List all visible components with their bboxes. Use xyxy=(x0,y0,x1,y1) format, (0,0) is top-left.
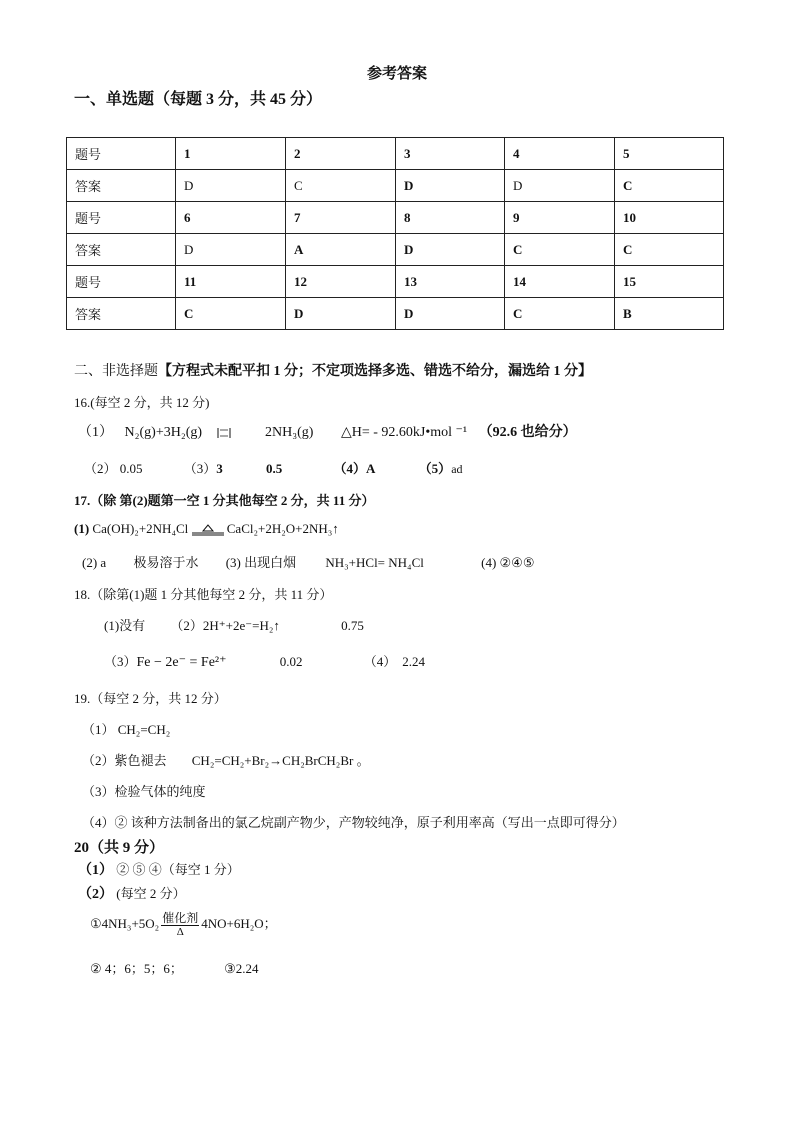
table-cell: 12 xyxy=(286,266,396,298)
table-cell: D xyxy=(286,298,396,330)
table-row xyxy=(67,138,724,170)
q16-line1-number: （1） xyxy=(78,425,113,440)
table-cell: 13 xyxy=(396,266,505,298)
table-row xyxy=(67,170,724,202)
q19-line2 xyxy=(82,750,370,769)
table-cell: D xyxy=(505,170,615,202)
q20-eq-products: 4NO+6H₂O； xyxy=(201,915,277,931)
table-cell: D xyxy=(396,170,505,202)
table-cell: 11 xyxy=(176,266,286,298)
q19-answer-2a: （2）紫色褪去 xyxy=(82,753,167,768)
q20-line1 xyxy=(78,859,240,879)
page-title: 参考答案 xyxy=(366,66,427,82)
q17-eq-reactants: Ca(OH)₂+2NH₄Cl xyxy=(92,521,189,536)
q16-heading: 16.(每空 2 分，共 12 分) xyxy=(74,395,210,410)
q19-answer-2b: CH₂=CH₂+Br₂→CH₂BrCH₂Br 。 xyxy=(191,753,370,768)
q18-answer-3b: 0.02 xyxy=(279,654,303,669)
q19-answer-4: （4）② 该种方法制备出的氯乙烷副产物少，产物较纯净，原子利用率高（写出一点即可得分） xyxy=(82,815,625,830)
table-cell: 15 xyxy=(615,266,724,298)
table-cell: 7 xyxy=(286,202,396,234)
table-cell: D xyxy=(176,234,286,266)
q16-answer-3-label: （3） xyxy=(183,461,217,476)
q20-eq-condition xyxy=(161,912,199,938)
q20-answer-2-note: (每空 2 分） xyxy=(116,886,186,901)
q16-note: （92.6 也给分） xyxy=(478,425,577,440)
table-cell: C xyxy=(505,298,615,330)
q20-eq-heat: Δ xyxy=(176,926,184,938)
q17-answer-4: (4) ②④⑤ xyxy=(481,555,535,570)
table-row xyxy=(67,298,724,330)
q17-equation xyxy=(74,521,339,537)
row-label: 答案 xyxy=(67,298,176,330)
q20-eq-catalyst: 催化剂 xyxy=(162,911,199,925)
q18-answer-4: 2.24 xyxy=(402,654,426,669)
q17-answer-3-eq: NH₃+HCl= NH₄Cl xyxy=(325,555,424,570)
table-cell: C xyxy=(176,298,286,330)
table-cell: 10 xyxy=(615,202,724,234)
q18-answer-3-eq: Fe − 2e⁻ = Fe²⁺ xyxy=(136,655,227,670)
reversible-arrow-icon xyxy=(216,426,232,440)
q16-answer-5-label: （5） xyxy=(418,461,452,476)
section1-heading: 一、单选题（每题 3 分，共 45 分） xyxy=(74,91,323,108)
q18-answer-2b: 0.75 xyxy=(341,618,364,633)
q17-heading xyxy=(74,490,374,509)
q17-line2 xyxy=(82,552,534,571)
q16-products: 2NH₃(g) xyxy=(265,425,314,440)
q20-equation xyxy=(90,912,277,938)
q20-answer-2b: ② 4；6；5；6； xyxy=(90,961,183,976)
table-row xyxy=(67,266,724,298)
table-row xyxy=(67,202,724,234)
q16-answer-5: ad xyxy=(451,462,463,476)
q17-heading-text: 17.（除 第(2)题第一空 1 分其他每空 2 分，共 11 分） xyxy=(74,493,375,508)
section2-heading-rule: 【方程式未配平扣 1 分；不定项选择多选、错选不给分，漏选给 1 分】 xyxy=(158,364,592,379)
q20-answer-2c: ③2.24 xyxy=(224,961,259,976)
q18-answer-3-label: （3） xyxy=(104,654,137,669)
q18-heading: 18.（除第(1)题 1 分其他每空 2 分，共 11 分） xyxy=(74,587,333,602)
section2-heading xyxy=(74,360,592,380)
q17-eq-products: CaCl₂+2H₂O+2NH₃↑ xyxy=(226,521,339,536)
q17-answer-3: (3) 出现白烟 xyxy=(225,555,297,570)
answer-table xyxy=(66,137,724,330)
q16-line2 xyxy=(84,458,463,477)
section2-heading-title: 二、非选择题 xyxy=(74,364,158,379)
q20-line2 xyxy=(78,883,186,903)
table-cell: 5 xyxy=(615,138,724,170)
table-cell: C xyxy=(286,170,396,202)
q16-enthalpy: △H= - 92.60kJ•mol ⁻¹ xyxy=(340,425,468,440)
table-cell: 6 xyxy=(176,202,286,234)
q18-line2 xyxy=(104,651,425,671)
table-cell: 2 xyxy=(286,138,396,170)
table-cell: B xyxy=(615,298,724,330)
q18-answer-2: （2）2H⁺+2e⁻=H₂↑ xyxy=(170,618,280,633)
row-label: 题号 xyxy=(67,266,176,298)
q20-answer-1: ② ⑤ ④（每空 1 分） xyxy=(116,862,240,877)
q20-answer-2-label: （2） xyxy=(78,887,113,902)
table-cell: C xyxy=(615,234,724,266)
table-cell: 8 xyxy=(396,202,505,234)
q20-line4 xyxy=(90,958,259,977)
table-cell: 9 xyxy=(505,202,615,234)
q19-heading: 19.（每空 2 分，共 12 分） xyxy=(74,691,227,706)
q18-line1 xyxy=(104,615,364,634)
q20-answer-1-label: （1） xyxy=(78,863,113,878)
q16-reactants: N₂(g)+3H₂(g) xyxy=(124,425,203,440)
q20-eq-reactants: ①4NH₃+5O₂ xyxy=(90,915,160,931)
table-cell: 3 xyxy=(396,138,505,170)
q17-eq-number: (1) xyxy=(74,521,90,536)
table-row xyxy=(67,234,724,266)
table-cell: 14 xyxy=(505,266,615,298)
table-cell: C xyxy=(615,170,724,202)
q19-answer-1: （1） CH₂=CH₂ xyxy=(82,722,171,737)
table-cell: D xyxy=(396,298,505,330)
q16-answer-3: 3 xyxy=(216,461,223,476)
table-cell: D xyxy=(176,170,286,202)
row-label: 答案 xyxy=(67,170,176,202)
q16-answer-3b: 0.5 xyxy=(266,461,283,476)
row-label: 题号 xyxy=(67,202,176,234)
table-cell: D xyxy=(396,234,505,266)
q17-answer-2b: 极易溶于水 xyxy=(133,555,199,570)
q18-answer-4-label: （4） xyxy=(363,654,397,669)
row-label: 题号 xyxy=(67,138,176,170)
row-label: 答案 xyxy=(67,234,176,266)
table-cell: C xyxy=(505,234,615,266)
q16-answer-4: （4）A xyxy=(333,461,376,476)
q16-answer-2: （2） 0.05 xyxy=(84,461,143,476)
heat-arrow-icon xyxy=(192,524,224,536)
q19-answer-3: （3）检验气体的纯度 xyxy=(82,784,206,799)
table-cell: 1 xyxy=(176,138,286,170)
q17-answer-2a: (2) a xyxy=(82,555,107,570)
table-cell: 4 xyxy=(505,138,615,170)
table-cell: A xyxy=(286,234,396,266)
q18-answer-1: (1)没有 xyxy=(104,618,146,633)
q20-heading: 20（共 9 分） xyxy=(74,840,165,856)
q16-line1 xyxy=(78,421,577,441)
